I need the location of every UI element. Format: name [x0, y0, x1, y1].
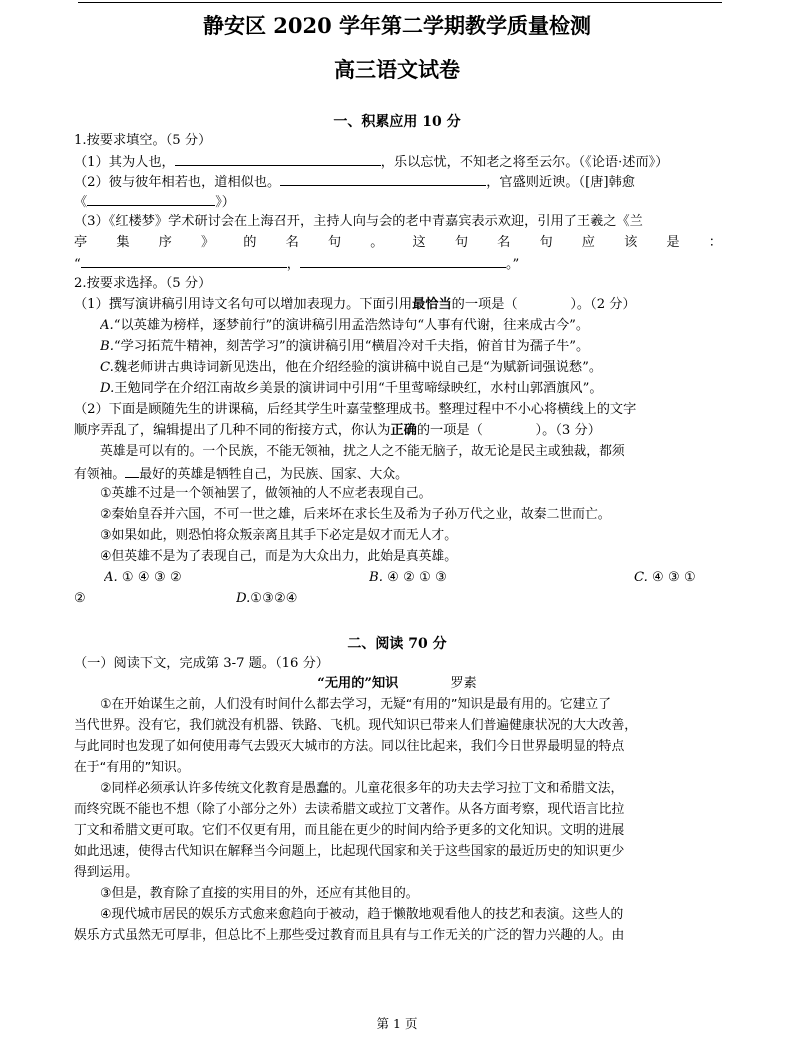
article-line: 如此迅速，使得古代知识在解释当今问题上，比起现代国家和关于这些国家的最近历史的知识更少	[74, 844, 625, 859]
q1-title: 1.按要求填空。（5 分）	[74, 133, 212, 148]
answer-choice-c-cont: ②	[74, 591, 86, 606]
sentence-1: ①英雄不过是一个领袖罢了，做领袖的人不应老表现自己。	[100, 486, 432, 501]
q1-item-2: （2）彼与彼年相若也，道相似也。 ，官盛则近谀。（[唐]韩愈	[74, 171, 722, 193]
reading-intro: （一）阅读下文，完成第 3-7 题。（16 分）	[74, 656, 329, 671]
answer-blank[interactable]	[280, 171, 486, 186]
option-d[interactable]: D.王勉同学在介绍江南故乡美景的演讲词中引用“千里莺啼绿映红，水村山郭酒旗风”。	[100, 381, 603, 396]
sentence-4: ④但英雄不是为了表现自己，而是为大众出力，此始是真英雄。	[100, 549, 457, 564]
article-author: 罗素	[450, 676, 477, 691]
article-line: ③但是，教育除了直接的实用目的外，还应有其他目的。	[100, 886, 419, 901]
article-heading	[0, 674, 794, 694]
option-a[interactable]: A.“以英雄为榜样，逐梦前行”的演讲稿引用孟浩然诗句“人事有代谢，往来成古今”。	[100, 318, 590, 333]
article-line: ②同样必须承认许多传统文化教育是愚蠢的。儿童花很多年的功夫去学习拉丁文和希腊文法，	[100, 781, 624, 796]
article-line: 娱乐方式虽然无可厚非，但总比不上那些受过教育而且具有与工作无关的广泛的智力兴趣的人。由	[74, 928, 625, 943]
q1-item-2-cont: 《 》）	[74, 191, 722, 213]
answer-blank[interactable]	[300, 253, 506, 268]
sentence-3: ③如果如此，则恐怕将众叛亲离且其手下必定是奴才而无人才。	[100, 528, 457, 543]
top-rule	[78, 2, 722, 3]
article-line: 当代世界。没有它，我们就没有机器、铁路、飞机。现代知识已带来人们普遍健康状况的大大改善，	[74, 718, 638, 733]
option-b[interactable]: B.“学习拓荒牛精神，刻苦学习”的演讲稿引用“横眉冷对千夫指，俯首甘为孺子牛”。	[100, 339, 590, 354]
q1-item-3: （3）《红楼梦》学术研讨会在上海召开，主持人向与会的老中青嘉宾表示欢迎，引用了王羲之《兰	[74, 214, 643, 229]
q1-item-1: （1）其为人也， ，乐以忘忧，不知老之将至云尔。（《论语·述而》）	[74, 151, 722, 173]
q2-sub2-stem-cont: 顺序弄乱了，编辑提出了几种不同的衔接方式，你认为正确的一项是（ ）。（3 分）	[74, 423, 601, 438]
lecture-passage-line-2: 有领袖。 最好的英雄是牺牲自己，为民族、国家、大众。	[74, 463, 722, 485]
article-line: 与此同时也发现了如何使用毒气去毁灭大城市的方法。同以往比起来，我们今日世界最明显的特点	[74, 739, 625, 754]
article-line: 在于“有用的”知识。	[74, 760, 190, 775]
exam-title: 静安区 2020 学年第二学期教学质量检测	[202, 13, 592, 38]
q2-sub2-stem: （2）下面是顾随先生的讲课稿，后经其学生叶嘉莹整理成书。整理过程中不小心将横线上的文字	[74, 402, 637, 417]
q1-item-3-answer: “ ， 。”	[74, 253, 722, 275]
answer-blank[interactable]	[125, 463, 139, 478]
article-line: ①在开始谋生之前，人们没有时间什么都去学习，无疑“有用的”知识是最有用的。它建立了	[100, 697, 612, 712]
answer-blank[interactable]	[87, 191, 215, 206]
section-heading-2: 二、阅读 70 分	[347, 636, 447, 652]
lecture-passage-line-1: 英雄是可以有的。一个民族，不能无领袖，扰之人之不能无脑子，故无论是民主或独裁，都须	[100, 444, 625, 459]
q1-item-3-justified: 亭 集 序 》 的 名 句 。 这 句 名 句 应 该 是 ：	[74, 235, 722, 250]
page-number: 第 1 页	[376, 1016, 418, 1031]
answer-choice-d[interactable]: D.①③②④	[236, 591, 298, 606]
answer-blank[interactable]	[175, 151, 381, 166]
sentence-2: ②秦始皇吞并六国，不可一世之雄，后来坏在求长生及希为子孙万代之业，故秦二世而亡。	[100, 507, 611, 522]
article-line: ④现代城市居民的娱乐方式愈来愈趋向于被动，趋于懒散地观看他人的技艺和表演。这些人的	[100, 907, 624, 922]
q2-sub1-stem: （1）撰写演讲稿引用诗文名句可以增加表现力。下面引用最恰当的一项是（ ）。（2 分）	[74, 297, 636, 312]
article-line: 丁文和希腊文更可取。它们不仅更有用，而且能在更少的时间内给予更多的文化知识。文明的进展	[74, 823, 625, 838]
section-heading-1: 一、积累应用 10 分	[333, 114, 461, 130]
article-title: “无用的”知识	[317, 676, 399, 691]
exam-subtitle: 高三语文试卷	[334, 57, 460, 82]
article-line: 而终究既不能也不想（除了小部分之外）去读希腊文或拉丁文著作。从各方面考察，现代语言比拉	[74, 802, 625, 817]
q2-title: 2.按要求选择。（5 分）	[74, 276, 212, 291]
article-line: 得到运用。	[74, 865, 138, 880]
answer-choice-c[interactable]: C. ④ ③ ①	[634, 570, 696, 585]
answer-choice-a[interactable]: A. ① ④ ③ ②	[104, 570, 182, 585]
answer-choice-b[interactable]: B. ④ ② ① ③	[369, 570, 447, 585]
option-c[interactable]: C.魏老师讲古典诗词新见迭出，他在介绍经验的演讲稿中说自己是“为赋新词强说愁”。	[100, 360, 603, 375]
answer-blank[interactable]	[81, 253, 287, 268]
